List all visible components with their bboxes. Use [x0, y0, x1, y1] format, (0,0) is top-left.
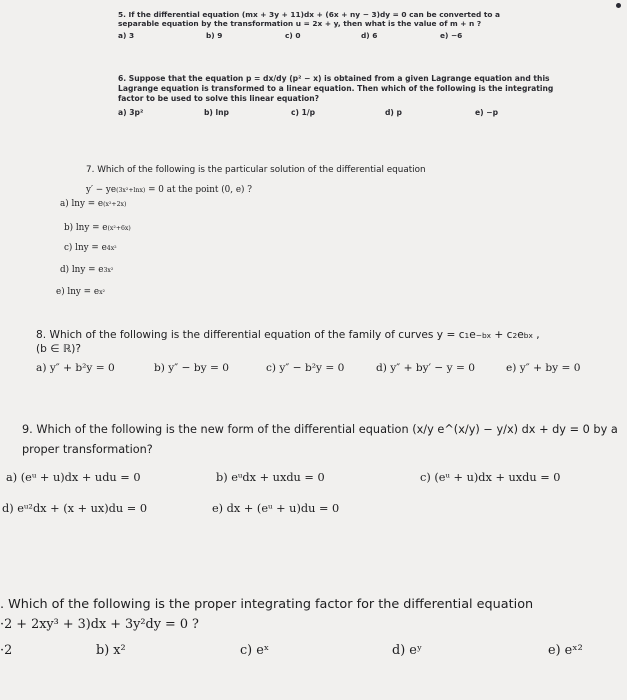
corner-mark-icon — [616, 3, 621, 8]
question-7-option-b[interactable] — [64, 222, 131, 234]
question-5-options — [118, 31, 500, 41]
question-8-exp2: bx — [523, 331, 533, 340]
question-5 — [118, 10, 500, 41]
question-5-option-a[interactable]: a) 3 — [118, 31, 135, 40]
question-9-option-a[interactable]: a) (eᵘ + u)dx + udu = 0 — [6, 471, 141, 484]
question-10-line-2: ·2 + 2xy³ + 3)dx + 3y²dy = 0 ? — [0, 617, 199, 632]
question-6-options — [118, 108, 553, 118]
question-10-option-b[interactable]: b) x² — [96, 643, 126, 658]
question-7-option-e[interactable] — [56, 286, 105, 298]
question-5-line-2: separable equation by the transformation u = 2x + y, then what is the value of m + n ? — [118, 19, 482, 28]
question-7-option-a-label: a) lny = e — [60, 199, 104, 209]
question-7-option-c-exp: 4x² — [106, 245, 117, 252]
question-9 — [22, 422, 618, 458]
question-7-option-c[interactable] — [64, 242, 117, 254]
question-7-option-b-exp: (x²+6x) — [107, 225, 131, 232]
question-10-line-1: . Which of the following is the proper integrating factor for the differential equation — [0, 597, 534, 612]
question-7-equation — [86, 184, 426, 196]
question-7-option-c-label: c) lny = e — [64, 243, 107, 253]
question-7 — [86, 164, 426, 196]
question-7-option-e-label: e) lny = e — [56, 287, 100, 297]
question-5-option-c[interactable]: c) 0 — [285, 31, 301, 40]
question-7-option-a[interactable] — [60, 198, 126, 210]
question-6-option-b[interactable]: b) lnp — [204, 108, 229, 117]
question-9-option-b[interactable]: b) eᵘdx + uxdu = 0 — [216, 471, 325, 484]
question-9-option-d[interactable]: d) eᵘ²dx + (x + ux)du = 0 — [2, 502, 148, 515]
question-6-option-e[interactable]: e) −p — [475, 108, 499, 117]
question-8-option-e[interactable]: e) y″ + by = 0 — [506, 362, 581, 374]
question-7-option-d[interactable] — [60, 264, 113, 276]
question-9-line-1: 9. Which of the following is the new form of the differential equation (x/y e^(x/y) − y/x) dx + dy = 0 by a — [22, 423, 618, 436]
question-5-option-d[interactable]: d) 6 — [361, 31, 378, 40]
question-10-option-c[interactable]: c) eˣ — [240, 643, 270, 658]
question-8-e1: e — [469, 329, 476, 341]
question-7-line-1: 7. Which of the following is the particular solution of the differential equation — [86, 165, 426, 175]
question-8-line-1-prefix: 8. Which of the following is the differential equation of the family of curves y = c — [36, 329, 465, 341]
question-9-option-c[interactable]: c) (eᵘ + u)dx + uxdu = 0 — [420, 471, 561, 484]
question-7-eq-suffix: = 0 at the point (0, e) ? — [145, 185, 252, 195]
question-8-plus-c: + c — [491, 329, 513, 341]
question-10-option-d[interactable]: d) eʸ — [392, 643, 423, 658]
question-6-line-2: Lagrange equation is transformed to a linear equation. Then which of the following is the integrating — [118, 84, 554, 93]
question-9-option-e[interactable]: e) dx + (eᵘ + u)du = 0 — [212, 502, 340, 515]
question-5-option-b[interactable]: b) 9 — [206, 31, 223, 40]
question-6-option-c[interactable]: c) 1/p — [291, 108, 316, 117]
question-6 — [118, 74, 553, 118]
question-6-option-d[interactable]: d) p — [385, 108, 402, 117]
question-5-option-e[interactable]: e) −6 — [440, 31, 463, 40]
question-6-line-3: factor to be used to solve this linear equation? — [118, 94, 320, 103]
question-7-option-b-label: b) lny = e — [64, 223, 108, 233]
question-6-option-a[interactable]: a) 3p² — [118, 108, 144, 117]
question-8 — [36, 328, 581, 375]
question-8-option-a[interactable]: a) y″ + b²y = 0 — [36, 362, 115, 374]
question-8-option-b[interactable]: b) y″ − by = 0 — [154, 362, 229, 374]
question-8-option-d[interactable]: d) y″ + by′ − y = 0 — [376, 362, 475, 374]
question-7-option-e-exp: x² — [99, 289, 106, 296]
question-7-eq-exponent: (3x²+lnx) — [116, 187, 146, 194]
question-10 — [0, 596, 583, 662]
question-8-options — [36, 361, 581, 375]
question-8-option-c[interactable]: c) y″ − b²y = 0 — [266, 362, 345, 374]
question-6-line-1: 6. Suppose that the equation p = dx/dy (p² − x) is obtained from a given Lagrange equation and this — [118, 74, 550, 83]
question-7-option-d-exp: 3x² — [103, 267, 114, 274]
question-8-exp1: −bx — [475, 331, 492, 340]
question-8-line-2: (b ∈ ℝ)? — [36, 343, 81, 355]
question-7-option-d-label: d) lny = e — [60, 265, 104, 275]
question-8-line-1-suffix: , — [532, 329, 540, 341]
question-8-line-1: 8. Which of the following is the differential equation of the family of curves $y = c_1e^{-bx} + c_2e^{bx}$ , — [36, 329, 540, 341]
question-8-e2: e — [517, 329, 524, 341]
question-10-options — [0, 642, 583, 662]
question-10-option-a[interactable]: ·2 — [0, 643, 13, 658]
question-5-line-1: 5. If the differential equation (mx + 3y + 11)dx + (6x + ny − 3)dy = 0 can be converted to a — [118, 10, 500, 19]
question-7-eq-prefix: y′ − ye — [86, 185, 117, 195]
question-10-option-e[interactable]: e) eˣ² — [548, 643, 583, 658]
question-9-line-2: proper transformation? — [22, 443, 153, 456]
question-7-option-a-exp: (x²+2x) — [103, 201, 127, 208]
